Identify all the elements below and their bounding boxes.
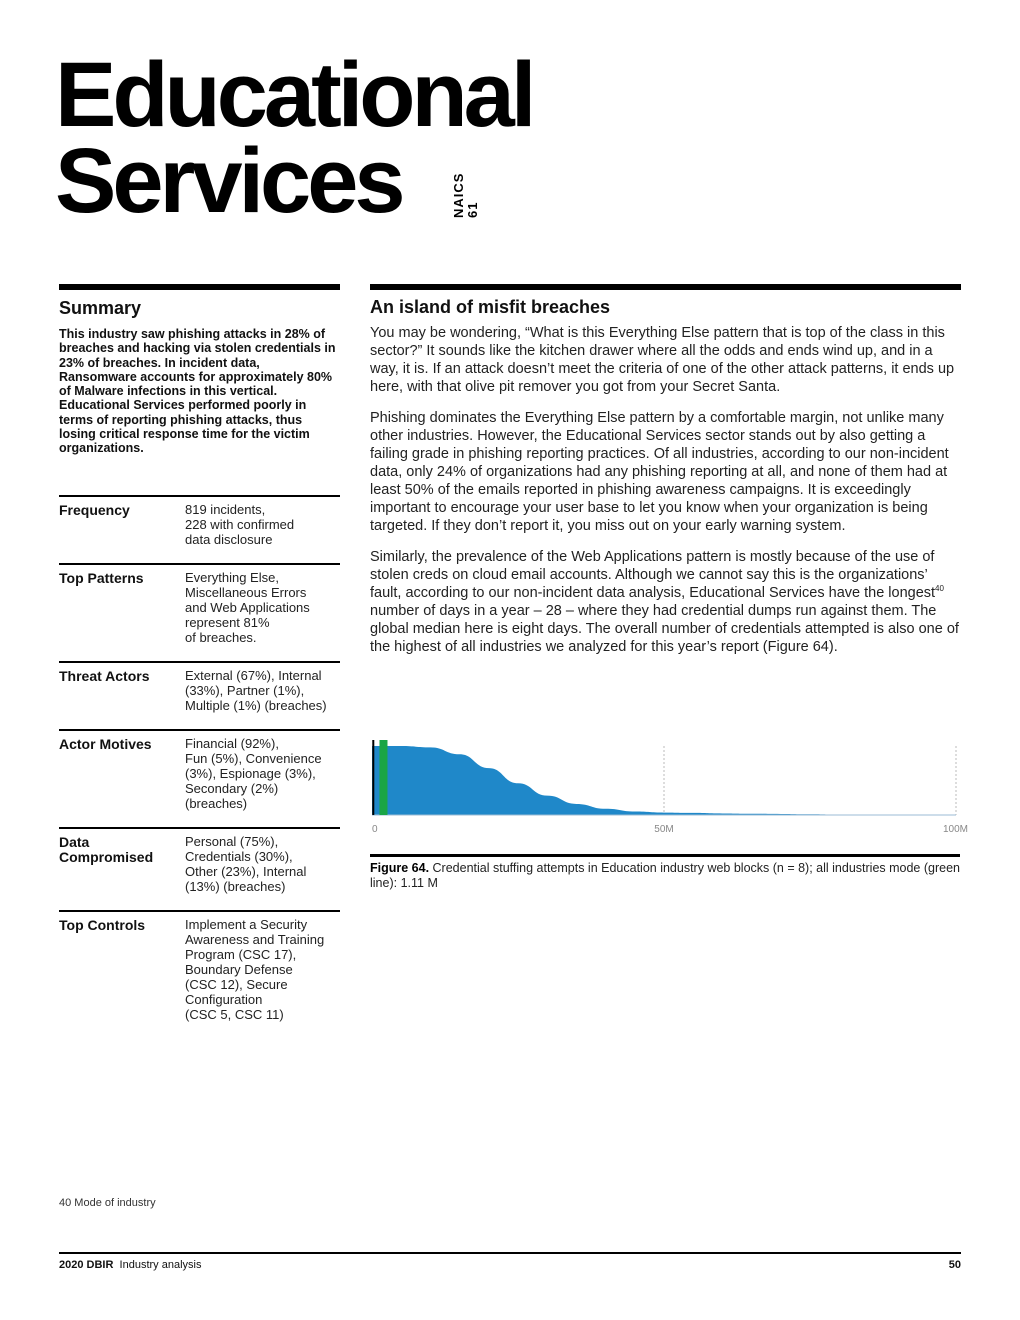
article-section	[370, 284, 961, 656]
page-title-line-2: Services	[55, 130, 402, 232]
page-title-line-1: Educational	[55, 44, 533, 146]
fact-value: Implement a Security Awareness and Training Program (CSC 17), Boundary Defense (CSC 12), Secure Configuration (CSC 5, CSC 11)	[185, 917, 325, 1022]
x-tick-label: 0	[372, 824, 378, 835]
fact-row-data-compromised	[59, 827, 340, 910]
article-paragraph-3	[370, 548, 961, 656]
footer-left	[59, 1259, 201, 1271]
fact-label: Frequency	[59, 502, 130, 518]
figure-64-chart	[370, 740, 968, 840]
fact-value: Personal (75%), Credentials (30%), Other (23%), Internal (13%) (breaches)	[185, 834, 307, 894]
fact-row-top-controls	[59, 910, 340, 1038]
fact-label: Top Controls	[59, 917, 146, 933]
figure-caption	[370, 861, 960, 891]
fact-label: Data Compromised	[59, 834, 154, 865]
footer-section: Industry analysis	[119, 1259, 202, 1271]
footer-rule	[59, 1252, 961, 1254]
mode-reference-line	[379, 740, 387, 815]
x-tick-label: 100M	[942, 824, 968, 835]
fact-row-threat-actors	[59, 661, 340, 729]
summary-top-rule	[59, 284, 340, 290]
x-tick-label: 50M	[654, 824, 674, 835]
footer-report: 2020 DBIR	[59, 1259, 114, 1271]
article-paragraph-1: You may be wondering, “What is this Everything Else pattern that is top of the class in this sector?” It sounds like the kitchen drawer where all the odds and ends wind up, and in a way, it is. If an attack doesn’t meet the criteria of one of the other attack patterns, it ends up here, with that olive pit remover you got from your Secret Santa.	[370, 325, 955, 395]
min-reference-line	[372, 740, 374, 815]
fact-row-top-patterns	[59, 563, 340, 661]
fact-label: Top Patterns	[59, 570, 144, 586]
naics-label: NAICS	[451, 172, 466, 218]
footnote: 40 Mode of industry	[59, 1197, 156, 1209]
fact-value: External (67%), Internal (33%), Partner (1%), Multiple (1%) (breaches)	[185, 668, 327, 713]
fact-label: Threat Actors	[59, 668, 150, 684]
naics-number: 61	[465, 201, 480, 218]
density-area	[372, 746, 956, 815]
figure-caption-text: Credential stuffing attempts in Education industry web blocks (n = 8); all industries mode (green line): 1.11 M	[370, 861, 960, 890]
page-footer	[59, 1259, 961, 1271]
page-number: 50	[948, 1259, 961, 1271]
figure-label: Figure 64.	[370, 861, 430, 875]
summary-heading: Summary	[59, 298, 142, 318]
naics-code	[452, 173, 480, 218]
article-paragraph-3-start: Similarly, the prevalence of the Web Applications pattern is mostly because of the use of stolen creds on cloud email accounts. Although we cannot say this is the organizations’ fault, according to our non-incident data analysis, Educational Services have the longest	[370, 549, 936, 601]
summary-text: This industry saw phishing attacks in 28% of breaches and hacking via stolen credentials in 23% of breaches. In incident data, Ransomware accounts for approximately 80% of Malware infections in this vertical. Educational Services performed poorly in terms of reporting phishing attacks, thus losing critical response time for the victim organizations.	[59, 327, 336, 456]
chart-svg	[370, 740, 968, 840]
article-paragraph-2: Phishing dominates the Everything Else pattern by a comfortable margin, not unlike many other industries. However, the Educational Services sector stands out by also getting a failing grade in phishing reporting practices. Of all industries, according to our non-incident data, only 24% of organizations had any phishing reporting at all, and none of them had at least 50% of the emails reported in phishing awareness campaigns. It is exceedingly important to encourage your user base to let you know when your organization is being targeted. If they don’t report it, you miss out on your early warning system.	[370, 410, 949, 534]
article-heading: An island of misfit breaches	[370, 297, 611, 317]
figure-rule	[370, 854, 960, 857]
fact-label: Actor Motives	[59, 736, 152, 752]
summary-section	[59, 284, 340, 456]
fact-row-frequency	[59, 495, 340, 563]
article-top-rule	[370, 284, 961, 290]
article-paragraph-3-end: number of days in a year – 28 – where they had credential dumps run against them. The global median here is eight days. The overall number of credentials attempted is also one of the highest of all industries we analyzed for this year’s report (Figure 64).	[370, 603, 959, 655]
fact-value: Financial (92%), Fun (5%), Convenience (3%), Espionage (3%), Secondary (2%) (breaches)	[185, 736, 322, 811]
footnote-ref[interactable]: 40	[935, 584, 944, 594]
fact-row-actor-motives	[59, 729, 340, 827]
fact-value: 819 incidents, 228 with confirmed data disclosure	[185, 502, 295, 547]
fact-value: Everything Else, Miscellaneous Errors and Web Applications represent 81% of breaches.	[185, 570, 310, 645]
facts-table	[59, 495, 340, 1038]
